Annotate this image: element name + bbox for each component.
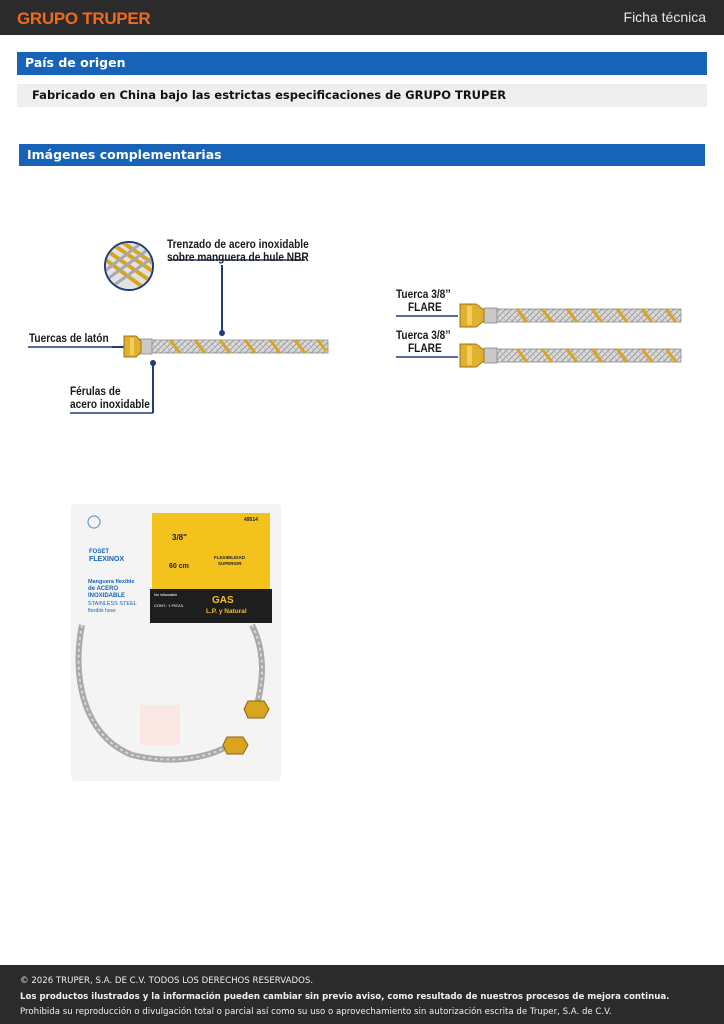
hose-illustration-bottom: [460, 344, 681, 367]
package-flex-line1: FLEXIBILIDAD: [214, 555, 245, 560]
package-title-line1: Manguera flexible: [88, 579, 135, 585]
package-product-line: FLEXINOX: [89, 556, 125, 563]
package-brand: FOSET: [89, 549, 110, 555]
package-flex-line2: SUPERIOR: [218, 561, 242, 566]
hose-illustration-top: [460, 304, 681, 327]
package-length: 60 cm: [169, 563, 189, 570]
footer: [0, 965, 724, 1024]
origin-text: Fabricado en China bajo las estrictas especificaciones de GRUPO TRUPER: [17, 84, 707, 107]
package-size: 3/8": [172, 533, 187, 542]
callout-braid-line1: Trenzado de acero inoxidable: [167, 239, 309, 251]
top-bar: [0, 0, 724, 35]
footer-prohibition: Prohibida su reproducción o divulgación total o parcial así como su uso o aprovechamiento sin autorización escrita de Truper, S.A. de C.V.: [20, 1007, 612, 1017]
section-header-images: Imágenes complementarias: [19, 144, 705, 166]
callout-ferrule-line1: Férulas de: [70, 386, 121, 398]
package-non-flammable: No inflamable: [154, 593, 178, 597]
package-title-line5: flexible hose: [88, 608, 116, 614]
callout-nut2-line2: FLARE: [408, 343, 442, 355]
brand-logo: GRUPO TRUPER: [17, 9, 151, 28]
package-gas-line1: GAS: [212, 595, 234, 606]
hose-illustration: [124, 336, 328, 357]
package-gas-line2: L.P. y Natural: [206, 608, 247, 615]
package-code: 49514: [244, 517, 258, 523]
section-header-origin: País de origen: [17, 52, 707, 75]
callout-nuts: Tuercas de latón: [29, 333, 109, 345]
callout-nut1-line1: Tuerca 3/8’’: [396, 289, 451, 301]
callout-nut1-line2: FLARE: [408, 302, 442, 314]
package-title-line4: STAINLESS STEEL: [88, 601, 137, 607]
package-title-line2: de ACERO: [88, 586, 119, 592]
footer-notice: Los productos ilustrados y la información pueden cambiar sin previo aviso, como resultado de nuestros procesos de mejora continua.: [20, 991, 670, 1002]
footer-copyright: © 2026 TRUPER, S.A. DE C.V. TODOS LOS DERECHOS RESERVADOS.: [20, 976, 314, 986]
callout-nut2-line1: Tuerca 3/8’’: [396, 330, 451, 342]
package-title-line3: INOXIDABLE: [88, 593, 126, 599]
product-package-photo: [72, 505, 280, 780]
package-pieces: CONT.: 1 PIEZA: [154, 603, 184, 608]
braid-detail-circle: [104, 241, 154, 291]
callout-braid-line2: sobre manguera de hule NBR: [167, 252, 309, 264]
package-hose-coil: [72, 505, 280, 780]
callout-ferrule-line2: acero inoxidable: [70, 399, 150, 411]
document-type: Ficha técnica: [623, 9, 706, 25]
